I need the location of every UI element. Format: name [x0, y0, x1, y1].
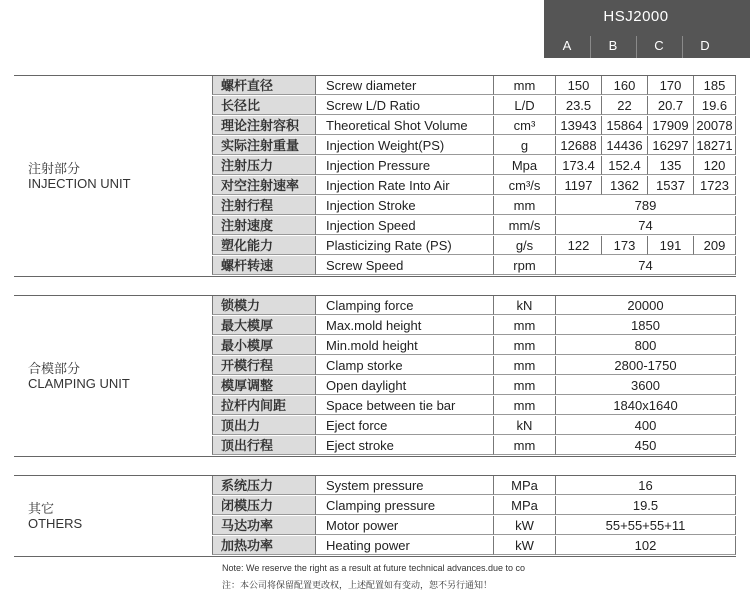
value-all: 450 — [556, 436, 736, 455]
value-c: 20.7 — [648, 96, 694, 115]
value-a: 12688 — [556, 136, 602, 155]
value-b: 14436 — [602, 136, 648, 155]
param-name-cn: 塑化能力 — [212, 236, 316, 255]
spec-row — [212, 296, 736, 316]
value-all: 74 — [556, 256, 736, 275]
param-unit: kW — [494, 516, 556, 535]
value-a: 150 — [556, 76, 602, 95]
value-c: 16297 — [648, 136, 694, 155]
variant-c: C — [654, 38, 664, 53]
spec-row — [212, 436, 736, 456]
group-label-en: OTHERS — [28, 516, 83, 531]
param-name-en: Theoretical Shot Volume — [316, 116, 494, 135]
param-unit: mm — [494, 376, 556, 395]
value-all: 400 — [556, 416, 736, 435]
value-all: 789 — [556, 196, 736, 215]
param-name-cn: 加热功率 — [212, 536, 316, 555]
spec-row — [212, 416, 736, 436]
param-unit: Mpa — [494, 156, 556, 175]
param-unit: kN — [494, 296, 556, 315]
param-name-cn: 注射速度 — [212, 216, 316, 235]
value-all: 102 — [556, 536, 736, 555]
param-name-en: Screw L/D Ratio — [316, 96, 494, 115]
param-unit: mm — [494, 316, 556, 335]
group-label-en: CLAMPING UNIT — [28, 376, 130, 391]
param-name-en: Open daylight — [316, 376, 494, 395]
group-label — [28, 501, 82, 531]
value-d: 209 — [694, 236, 736, 255]
value-d: 19.6 — [694, 96, 736, 115]
param-name-cn: 注射行程 — [212, 196, 316, 215]
param-name-cn: 模厚调整 — [212, 376, 316, 395]
value-all: 1850 — [556, 316, 736, 335]
param-name-cn: 拉杆内间距 — [212, 396, 316, 415]
model-name: HSJ2000 — [603, 8, 669, 25]
value-c: 170 — [648, 76, 694, 95]
value-c: 135 — [648, 156, 694, 175]
value-b: 15864 — [602, 116, 648, 135]
param-name-en: Injection Speed — [316, 216, 494, 235]
spec-row — [212, 176, 736, 196]
param-name-cn: 长径比 — [212, 96, 316, 115]
group-bottom-rule — [14, 276, 736, 277]
param-unit: rpm — [494, 256, 556, 275]
param-name-cn: 螺杆直径 — [212, 76, 316, 95]
param-name-en: Space between tie bar — [316, 396, 494, 415]
param-name-cn: 开模行程 — [212, 356, 316, 375]
param-name-cn: 理论注射容积 — [212, 116, 316, 135]
param-unit: mm — [494, 356, 556, 375]
param-name-en: Max.mold height — [316, 316, 494, 335]
param-name-cn: 闭模压力 — [212, 496, 316, 515]
value-d: 18271 — [694, 136, 736, 155]
param-name-en: Eject force — [316, 416, 494, 435]
spec-row — [212, 256, 736, 276]
param-unit: MPa — [494, 496, 556, 515]
group-label-en: INJECTION UNIT — [28, 176, 131, 191]
spec-row — [212, 336, 736, 356]
value-all: 1840x1640 — [556, 396, 736, 415]
value-c: 191 — [648, 236, 694, 255]
value-d: 120 — [694, 156, 736, 175]
param-name-en: Plasticizing Rate (PS) — [316, 236, 494, 255]
param-name-en: System pressure — [316, 476, 494, 495]
spec-row — [212, 156, 736, 176]
value-b: 173 — [602, 236, 648, 255]
param-unit: g/s — [494, 236, 556, 255]
value-b: 152.4 — [602, 156, 648, 175]
value-a: 173.4 — [556, 156, 602, 175]
param-name-en: Screw Speed — [316, 256, 494, 275]
param-name-cn: 最大模厚 — [212, 316, 316, 335]
value-all: 2800-1750 — [556, 356, 736, 375]
spec-row — [212, 76, 736, 96]
param-unit: L/D — [494, 96, 556, 115]
spec-row — [212, 396, 736, 416]
value-d: 20078 — [694, 116, 736, 135]
spec-row — [212, 376, 736, 396]
param-name-en: Screw diameter — [316, 76, 494, 95]
param-name-cn: 最小模厚 — [212, 336, 316, 355]
spec-row — [212, 476, 736, 496]
group-bottom-rule — [14, 556, 736, 557]
value-all: 16 — [556, 476, 736, 495]
value-b: 1362 — [602, 176, 648, 195]
param-name-en: Injection Pressure — [316, 156, 494, 175]
variant-b: B — [608, 38, 618, 53]
footnote-en: Note: We reserve the right as a result at future technical advances.due to co — [222, 563, 525, 573]
value-all: 3600 — [556, 376, 736, 395]
model-header — [544, 0, 750, 58]
value-all: 800 — [556, 336, 736, 355]
group-label-cn: 其它 — [28, 501, 55, 516]
spec-row — [212, 136, 736, 156]
group-bottom-rule — [14, 456, 736, 457]
spec-row — [212, 216, 736, 236]
param-name-en: Clamping force — [316, 296, 494, 315]
value-d: 185 — [694, 76, 736, 95]
param-name-cn: 锁模力 — [212, 296, 316, 315]
param-unit: cm³/s — [494, 176, 556, 195]
variant-a: A — [562, 38, 572, 53]
value-d: 1723 — [694, 176, 736, 195]
value-a: 23.5 — [556, 96, 602, 115]
value-a: 1197 — [556, 176, 602, 195]
spec-row — [212, 116, 736, 136]
param-name-en: Heating power — [316, 536, 494, 555]
param-unit: mm/s — [494, 216, 556, 235]
param-name-cn: 对空注射速率 — [212, 176, 316, 195]
group-label-cn: 合模部分 — [28, 361, 81, 376]
param-name-en: Clamping pressure — [316, 496, 494, 515]
param-name-cn: 螺杆转速 — [212, 256, 316, 275]
spec-row — [212, 536, 736, 556]
spec-row — [212, 196, 736, 216]
param-name-en: Clamp storke — [316, 356, 494, 375]
variant-d: D — [700, 38, 710, 53]
param-unit: mm — [494, 76, 556, 95]
param-name-en: Eject stroke — [316, 436, 494, 455]
group-label — [28, 361, 130, 391]
param-unit: mm — [494, 436, 556, 455]
spec-row — [212, 496, 736, 516]
value-c: 1537 — [648, 176, 694, 195]
footnote-cn: 注：本公司将保留配置更改权，上述配置如有变动，恕不另行通知！ — [222, 580, 493, 590]
value-b: 160 — [602, 76, 648, 95]
param-name-cn: 顶出力 — [212, 416, 316, 435]
param-name-en: Motor power — [316, 516, 494, 535]
param-unit: g — [494, 136, 556, 155]
param-unit: mm — [494, 396, 556, 415]
value-a: 13943 — [556, 116, 602, 135]
value-all: 19.5 — [556, 496, 736, 515]
value-a: 122 — [556, 236, 602, 255]
param-name-en: Injection Stroke — [316, 196, 494, 215]
spec-row — [212, 516, 736, 536]
group-label-cn: 注射部分 — [28, 161, 81, 176]
param-unit: kN — [494, 416, 556, 435]
param-unit: mm — [494, 336, 556, 355]
param-name-cn: 注射压力 — [212, 156, 316, 175]
value-b: 22 — [602, 96, 648, 115]
param-name-en: Injection Weight(PS) — [316, 136, 494, 155]
param-unit: mm — [494, 196, 556, 215]
spec-row — [212, 316, 736, 336]
param-name-cn: 系统压力 — [212, 476, 316, 495]
param-unit: MPa — [494, 476, 556, 495]
value-c: 17909 — [648, 116, 694, 135]
param-name-en: Min.mold height — [316, 336, 494, 355]
spec-row — [212, 236, 736, 256]
param-name-cn: 马达功率 — [212, 516, 316, 535]
spec-row — [212, 356, 736, 376]
value-all: 55+55+55+11 — [556, 516, 736, 535]
value-all: 74 — [556, 216, 736, 235]
param-name-en: Injection Rate Into Air — [316, 176, 494, 195]
value-all: 20000 — [556, 296, 736, 315]
param-unit: cm³ — [494, 116, 556, 135]
param-name-cn: 实际注射重量 — [212, 136, 316, 155]
group-label — [28, 161, 131, 191]
spec-row — [212, 96, 736, 116]
param-unit: kW — [494, 536, 556, 555]
param-name-cn: 顶出行程 — [212, 436, 316, 455]
